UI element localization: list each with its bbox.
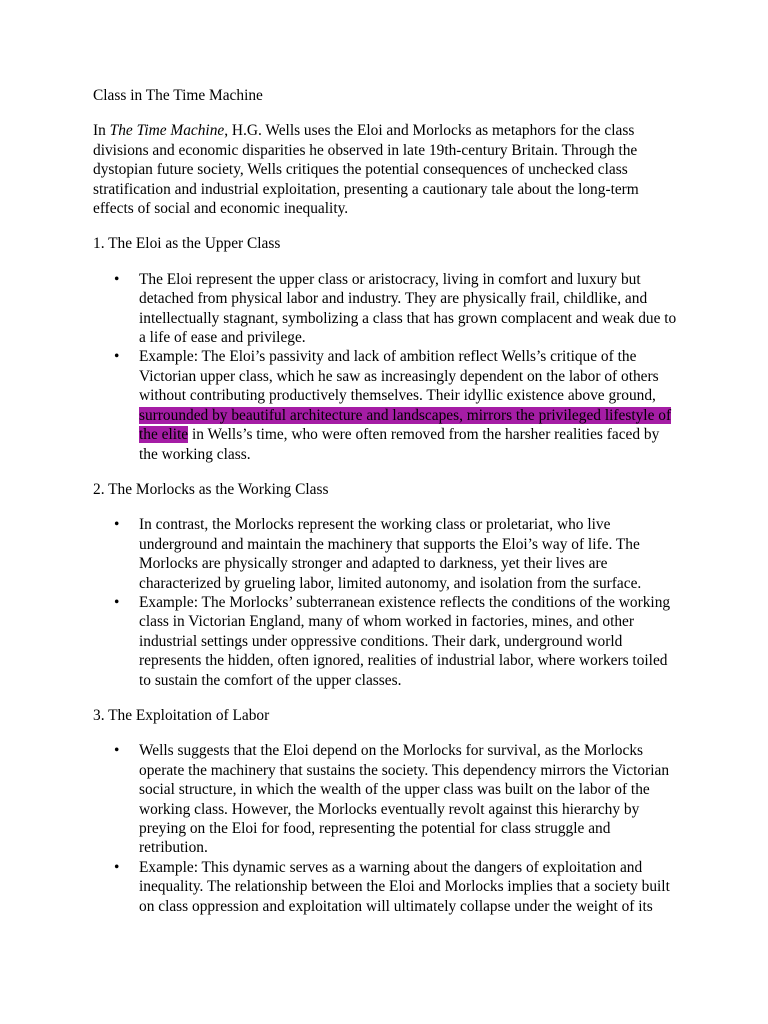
- bullet-text: In contrast, the Morlocks represent the working class or proletariat, who live underground and maintain the machinery that supports the Eloi’s way of life. The Morlocks are physically stronger and adapted to darkness, yet their lives are characterized by grueling labor, limited autonomy, and isolation from the surface.: [139, 516, 642, 592]
- bullet-icon: •: [114, 516, 120, 534]
- bullet-text: The Eloi represent the upper class or aristocracy, living in comfort and luxury but detached from physical labor and industry. They are physically frail, childlike, and intellectually stagnant, symbolizing a class that has grown complacent and weak due to a life of ease and privilege.: [139, 270, 677, 347]
- bullet-icon: •: [114, 858, 120, 876]
- list-item: [93, 270, 678, 348]
- bullet-icon: •: [114, 348, 120, 366]
- bullet-icon: •: [114, 593, 120, 611]
- highlighted-text[interactable]: surrounded by beautiful architecture and landscapes, mirrors the privileged lifestyle of the elite: [139, 406, 672, 444]
- bullet-list-eloi: [93, 270, 678, 464]
- bullet-list-exploitation: [93, 741, 678, 916]
- section-heading-exploitation: 3. The Exploitation of Labor: [93, 706, 270, 724]
- bullet-text-end: in Wells’s time, who were often removed from the harsher realities faced by the working class.: [139, 426, 660, 463]
- book-title-italic: The Time Machine: [109, 122, 225, 140]
- list-item: [93, 347, 678, 463]
- section-heading-morlocks: 2. The Morlocks as the Working Class: [93, 480, 329, 498]
- document-title: Class in The Time Machine: [93, 87, 263, 104]
- bullet-icon: •: [114, 270, 120, 288]
- bullet-text: Example: This dynamic serves as a warning about the dangers of exploitation and inequality. The relationship between the Eloi and Morlocks implies that a society built on class oppression and exploitation will ultimately collapse under the weight of its: [139, 858, 670, 915]
- section-heading-eloi: 1. The Eloi as the Upper Class: [93, 235, 281, 253]
- bullet-text: Example: The Morlocks’ subterranean existence reflects the conditions of the working class in Victorian England, many of whom worked in factories, mines, and other industrial settings under oppressive conditions. Their dark, underground world represents the hidden, often ignored, realities of industrial labor, where workers toiled to sustain the comfort of the upper classes.: [139, 593, 671, 689]
- intro-text-start: In: [93, 122, 110, 140]
- list-item: [93, 593, 678, 690]
- bullet-text-start: Example: The Eloi’s passivity and lack of ambition reflect Wells’s critique of the Victorian upper class, which he saw as increasingly dependent on the labor of others without contributing productively themselves. Their idyllic existence above ground,: [139, 348, 659, 405]
- list-item: [93, 515, 678, 593]
- list-item: [93, 858, 678, 916]
- list-item: [93, 741, 678, 857]
- intro-text-rest: , H.G. Wells uses the Eloi and Morlocks as metaphors for the class divisions and economic disparities he observed in late 19th-century Britain. Through the dystopian future society, Wells critiques the potential consequences of unchecked class stratification and industrial exploitation, presenting a cautionary tale about the long-term effects of social and economic inequality.: [93, 122, 639, 218]
- intro-paragraph: [93, 121, 678, 218]
- bullet-icon: •: [114, 742, 120, 760]
- bullet-text: Wells suggests that the Eloi depend on the Morlocks for survival, as the Morlocks operate the machinery that sustains the society. This dependency mirrors the Victorian social structure, in which the wealth of the upper class was built on the labor of the working class. However, the Morlocks eventually revolt against this hierarchy by preying on the Eloi for food, representing the potential for class struggle and retribution.: [139, 742, 670, 857]
- bullet-list-morlocks: [93, 515, 678, 690]
